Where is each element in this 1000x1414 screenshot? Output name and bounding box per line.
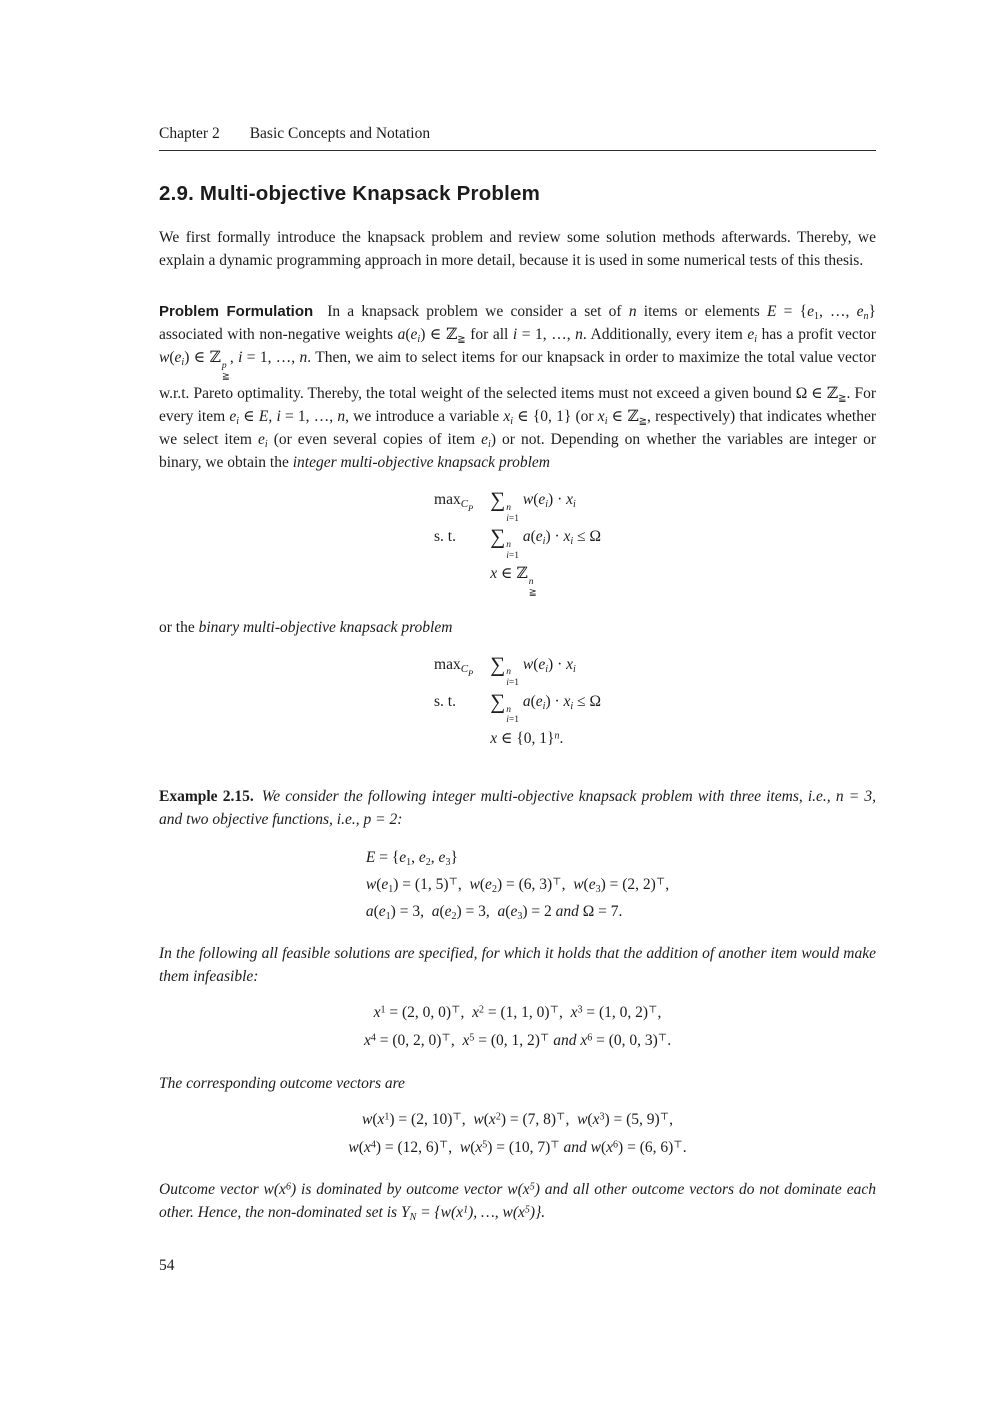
objective-expression: ∑ n i=1 $w(e_i) \cdot x_i$: [490, 652, 576, 688]
chapter-title: Basic Concepts and Notation: [249, 125, 431, 142]
example-intro-paragraph: [159, 785, 876, 831]
domain-expression: x ∈ {0, 1}$^n$.: [490, 729, 564, 747]
binary-intro-text: or the binary multi-objective knapsack problem: [159, 618, 453, 636]
constraint-expression: ∑ n i=1 $a(e_i) \cdot x_i \le \Omega$: [490, 689, 601, 726]
constraint-expression: ∑ n i=1 $a(e_i) \cdot x_i \le \Omega$: [490, 524, 601, 561]
outcome-line: $w(x^1) = (2$, 10)⊤, $w(x^2) = (7$, 8)⊤, $w(x^3) = (5$, 9)⊤,: [361, 1110, 673, 1128]
subject-to-label: s. t.: [434, 692, 456, 710]
setup-equation-line: $w(e_1) = (1$, 5)⊤, $w(e_2) = (6$, 3)⊤, $w(e_3) = (2$, 2)⊤,: [365, 875, 670, 895]
section-heading: 2.9. Multi-objective Knapsack Problem: [159, 182, 541, 205]
document-page: [159, 0, 876, 1224]
solutions-line: $x^4 = (0$, 2, 0)⊤, $x^5 = (0$, 1, 2)⊤ and $x^6 = (0$, 0, 3)⊤.: [363, 1031, 672, 1049]
problem-formulation-paragraph: [159, 300, 876, 474]
outcome-vector-equations: [159, 1106, 876, 1162]
setup-equation-line: $a(e_1) = 3$, $a(e_2) = 3$, $a(e_3) = 2$ and Ω = 7.: [365, 902, 623, 922]
example-intro-text: We consider the following integer multi-objective knapsack problem with three items, i.e., n = 3, and two objective functions, i.e., p = 2:: [159, 787, 876, 828]
intro-paragraph: We first formally introduce the knapsack problem and review some solution methods afterwards. Thereby, we explain a dynamic programming approach in more detail, because it is used in some numerical tests of this thesis.: [159, 229, 876, 269]
subject-to-label: s. t.: [434, 528, 456, 546]
chapter-number: Chapter 2: [159, 125, 220, 142]
max-operator: $\max_{C_P}$: [434, 491, 474, 514]
problem-formulation-body: In a knapsack problem we consider a set of n items or elements $E = \{e_1$, …, $e_n$} associated with non-negative weights $a(e_i)$ ∈ ℤ$_≧$ for all i = 1, …, n. Additionally, every item $e_i$ has a profit vector $w(e_i)$ ∈ ℤ p ≧ , i = 1, …, n. Then, we aim to select items for our knapsack in order to maximize the total value vector w.r.t. Pareto optimality. Thereby, the total weight of the selected items must not exceed a given bound Ω ∈ ℤ$_≧$. For every item $e_i$ ∈ E, i = 1, …, n, we introduce a variable $x_i$ ∈ {0, 1} (or $x_i$ ∈ ℤ$_≧$, respectively) that indicates whether we select item $e_i$ (or even several copies of item $e_i$) or not. Depending on whether the variables are integer or binary, we obtain the integer multi-objective knapsack problem: [159, 303, 877, 472]
feasible-solutions-paragraph: In the following all feasible solutions are specified, for which it holds that the addition of another item would make them infeasible:: [159, 944, 876, 985]
header-rule: [159, 150, 876, 151]
example-label: Example 2.15.: [159, 787, 254, 805]
setup-equation-line: $E = \{e_1$, $e_2$, $e_3$}: [365, 848, 458, 868]
running-header: [159, 122, 876, 145]
max-operator: $\max_{C_P}$: [434, 655, 474, 678]
integer-program: [434, 487, 601, 598]
binary-program: [434, 652, 601, 751]
solutions-line: $x^1 = (2$, 0, 0)⊤, $x^2 = (1$, 1, 0)⊤, $x^3 = (1$, 0, 2)⊤,: [373, 1003, 662, 1021]
outcome-line: $w(x^4) = (12$, 6)⊤, $w(x^5) = (10$, 7)⊤ and $w(x^6) = (6$, 6)⊤.: [348, 1138, 687, 1156]
outcome-intro-paragraph: The corresponding outcome vectors are: [159, 1074, 405, 1092]
problem-formulation-label: Problem Formulation: [159, 303, 314, 320]
feasible-solutions-equations: [159, 999, 876, 1055]
domain-expression: x ∈ ℤ n ≧: [490, 565, 537, 598]
page-number: 54: [159, 1257, 175, 1274]
example-setup-equations: [366, 844, 669, 925]
conclusion-paragraph: Outcome vector $w(x^6)$ is dominated by outcome vector $w(x^5)$ and all other outcome vectors do not dominate each other. Hence, the non-dominated set is $Y_N = \{w(x^1)$, …, $w(x^5)$}.: [159, 1180, 876, 1223]
objective-expression: ∑ n i=1 $w(e_i) \cdot x_i$: [490, 487, 576, 524]
